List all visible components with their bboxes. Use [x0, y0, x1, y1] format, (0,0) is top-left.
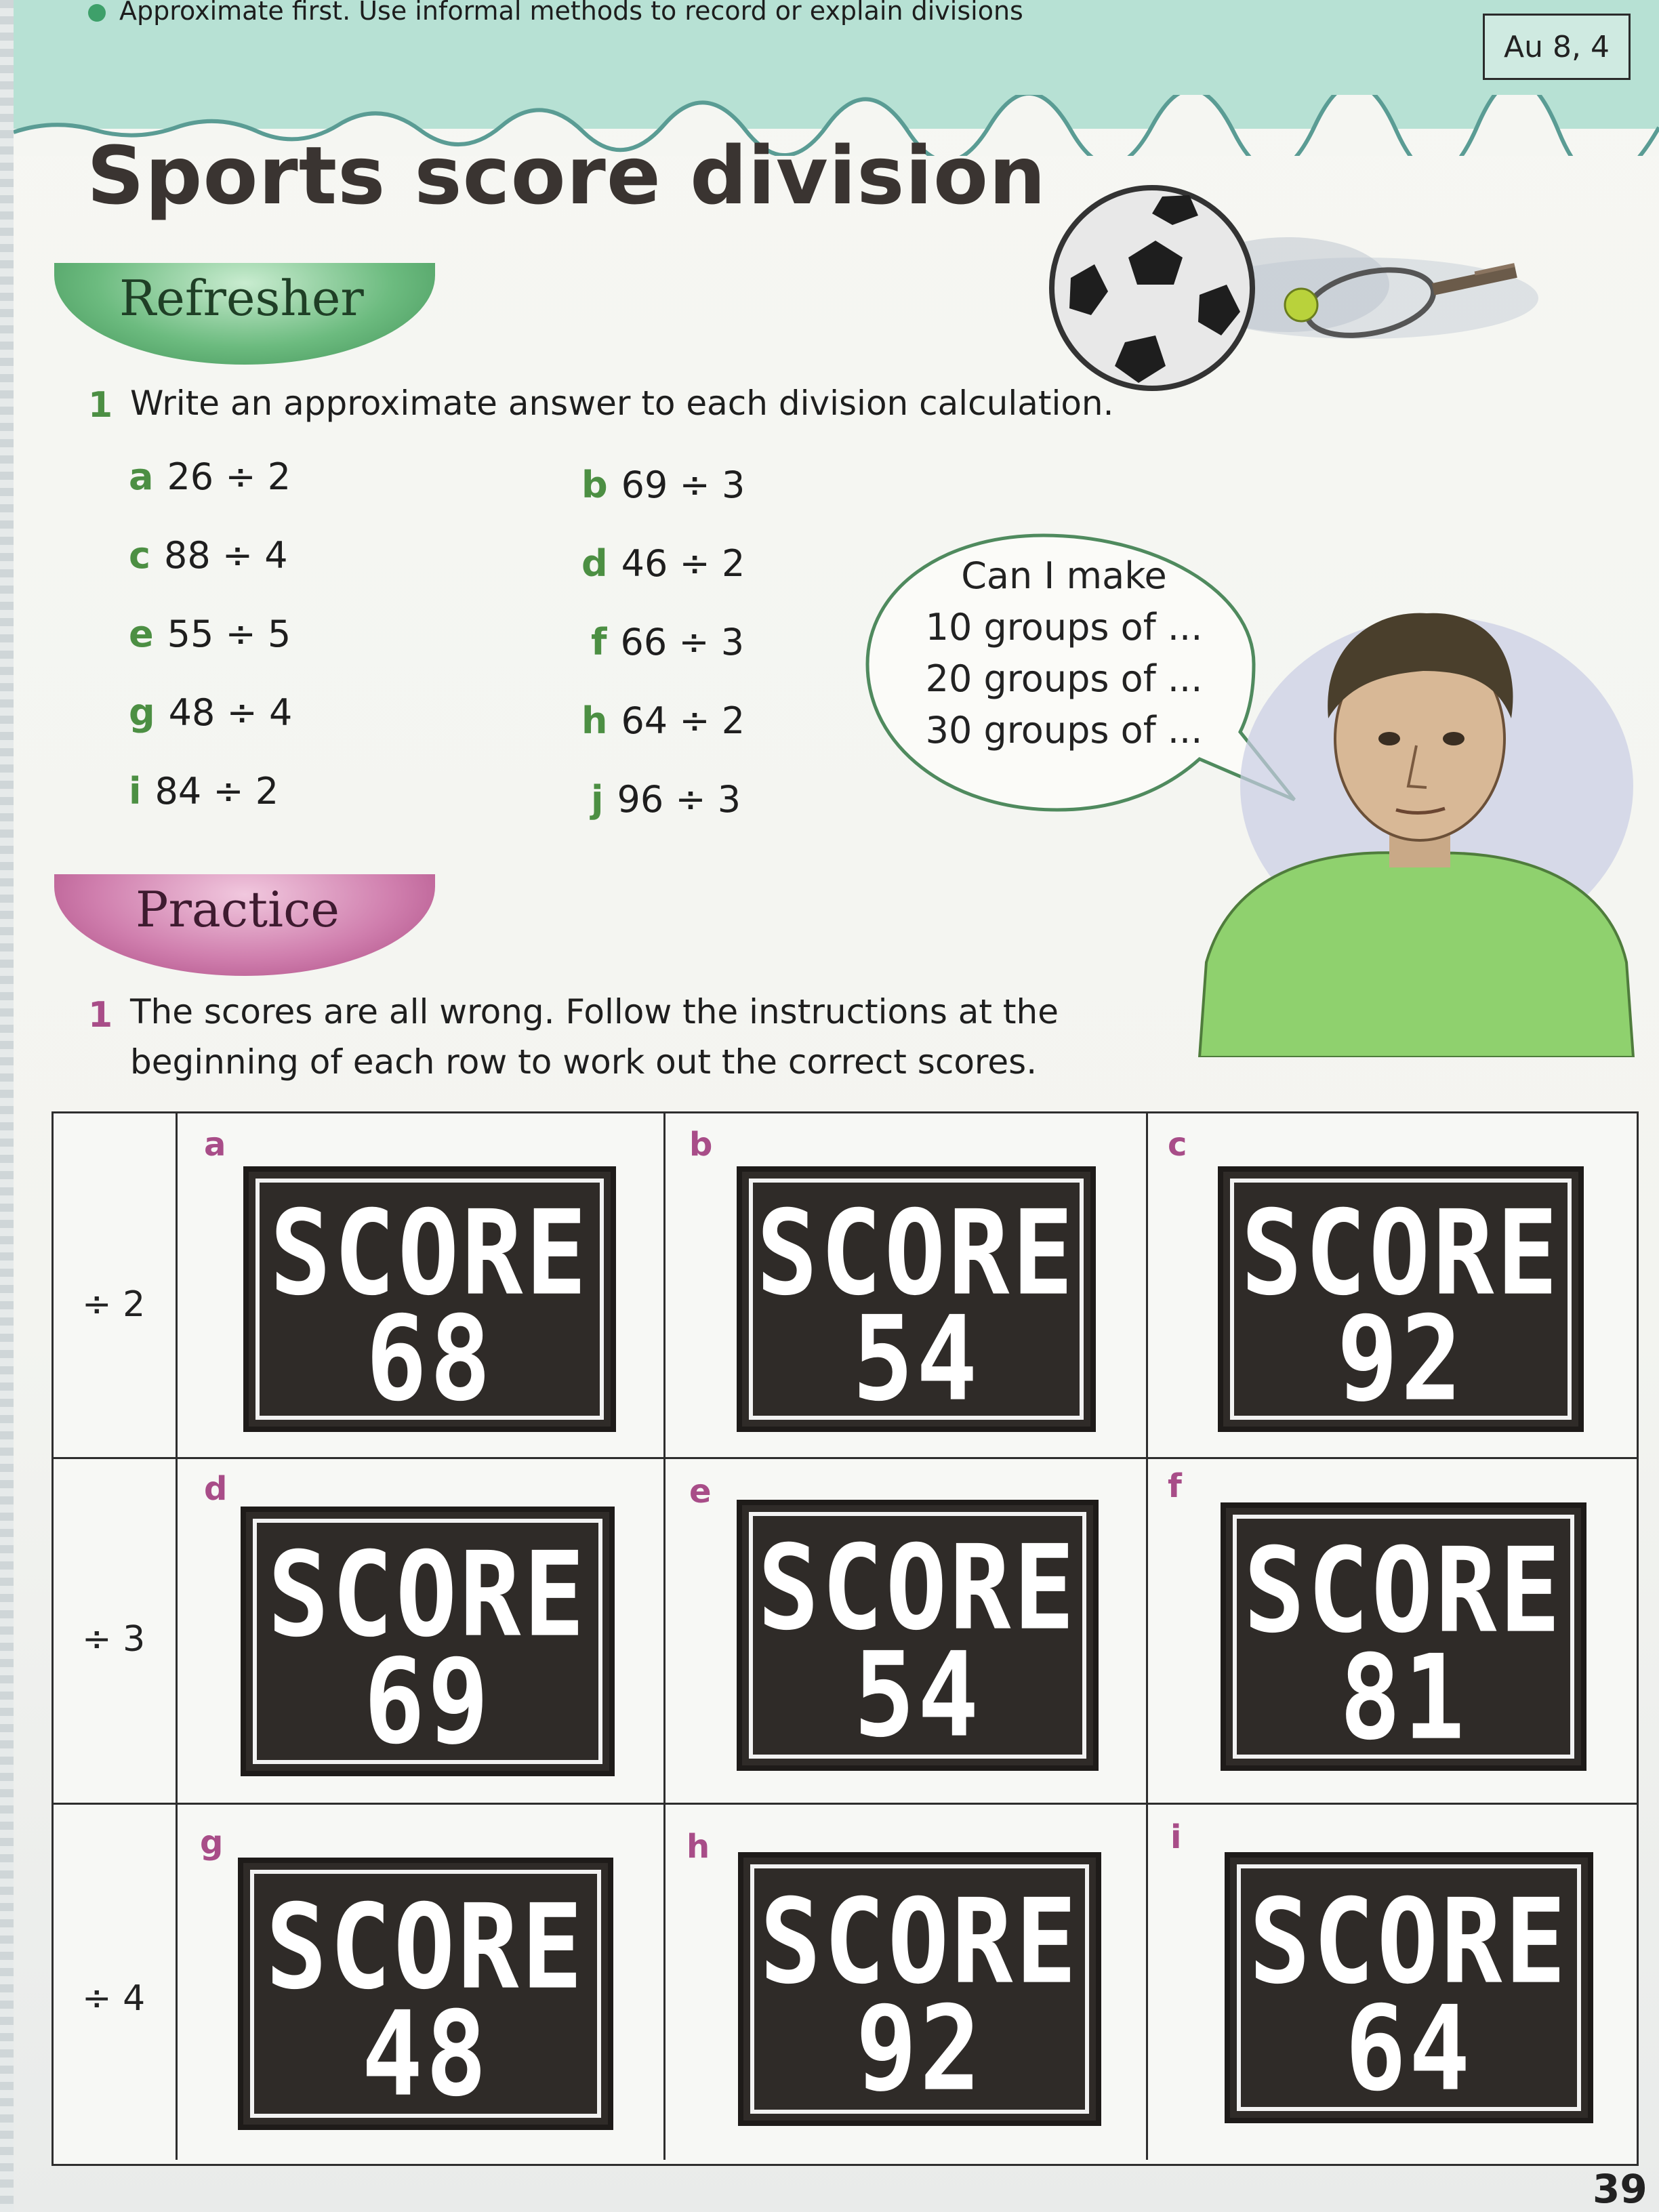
cell-letter: f	[1168, 1467, 1182, 1505]
cell-letter: c	[1168, 1126, 1187, 1164]
calc-item: g 48 ÷ 4	[129, 691, 293, 734]
scoreboard	[243, 1166, 616, 1432]
refresher-question: Write an approximate answer to each division calculation.	[130, 384, 1114, 423]
scoreboard	[241, 1507, 615, 1776]
score-value: 48	[361, 1986, 490, 2123]
score-value: 92	[855, 1981, 984, 2118]
practice-label: Practice	[136, 881, 340, 938]
calc-item: a 26 ÷ 2	[129, 455, 291, 498]
cell-letter: e	[689, 1473, 712, 1511]
speech-bubble-text: Can I make 10 groups of ... 20 groups of ... 30 groups of ...	[925, 554, 1203, 752]
score-word: SCORE	[1249, 1874, 1569, 2011]
scoreboard	[737, 1500, 1099, 1771]
score-word: SCORE	[270, 1185, 590, 1322]
score-value: 54	[852, 1291, 981, 1428]
calc-item: i 84 ÷ 2	[129, 770, 279, 813]
score-word: SCORE	[760, 1874, 1080, 2011]
calc-item: j 96 ÷ 3	[591, 778, 741, 821]
calc-item: e 55 ÷ 5	[129, 613, 291, 655]
practice-question-line2: beginning of each row to work out the correct scores.	[130, 1042, 1038, 1082]
cell-letter: h	[687, 1828, 710, 1866]
calc-item: b 69 ÷ 3	[581, 464, 745, 506]
football-and-racket-illustration	[1044, 183, 1545, 407]
practice-question-line1: The scores are all wrong. Follow the instructions at the	[130, 992, 1059, 1031]
scoreboard	[1221, 1502, 1586, 1771]
refresher-label: Refresher	[119, 270, 364, 327]
score-word: SCORE	[756, 1185, 1076, 1322]
row-divisor: ÷ 3	[82, 1619, 146, 1660]
score-word: SCORE	[1241, 1185, 1561, 1322]
objective-bullet-icon	[88, 4, 106, 22]
calc-item: c 88 ÷ 4	[129, 534, 288, 577]
cell-letter: i	[1170, 1818, 1182, 1856]
score-word: SCORE	[1244, 1523, 1563, 1660]
page-binding-edge	[0, 0, 14, 2212]
scoreboard	[1225, 1852, 1593, 2123]
scoreboard	[238, 1858, 613, 2130]
row-divisor: ÷ 2	[82, 1284, 146, 1325]
learning-objective: Approximate first. Use informal methods to record or explain divisions	[119, 0, 1023, 26]
calc-item: h 64 ÷ 2	[581, 699, 745, 742]
score-value: 92	[1336, 1291, 1465, 1428]
score-value: 81	[1339, 1630, 1468, 1767]
score-value: 69	[363, 1634, 492, 1771]
score-word: SCORE	[758, 1520, 1078, 1657]
calc-item: f 66 ÷ 3	[591, 621, 745, 663]
scoreboard	[738, 1852, 1101, 2126]
practice-question-number: 1	[88, 995, 113, 1036]
cell-letter: d	[204, 1470, 228, 1508]
cell-letter: b	[689, 1126, 713, 1164]
score-grid	[52, 1111, 1639, 2166]
row-divisor: ÷ 4	[82, 1978, 146, 2019]
score-value: 68	[365, 1291, 494, 1428]
curriculum-reference: Au 8, 4	[1483, 14, 1631, 80]
cell-letter: a	[204, 1126, 226, 1164]
score-value: 54	[853, 1627, 982, 1764]
page-number: 39	[1593, 2166, 1647, 2212]
page-title: Sports score division	[87, 129, 1047, 222]
scoreboard	[737, 1166, 1096, 1432]
refresher-question-number: 1	[88, 385, 113, 426]
score-word: SCORE	[268, 1527, 588, 1664]
boy-illustration	[1193, 583, 1659, 1057]
scoreboard	[1218, 1166, 1584, 1432]
calc-item: d 46 ÷ 2	[581, 542, 745, 585]
score-word: SCORE	[266, 1879, 586, 2016]
cell-letter: g	[200, 1824, 224, 1862]
score-value: 64	[1345, 1981, 1473, 2118]
